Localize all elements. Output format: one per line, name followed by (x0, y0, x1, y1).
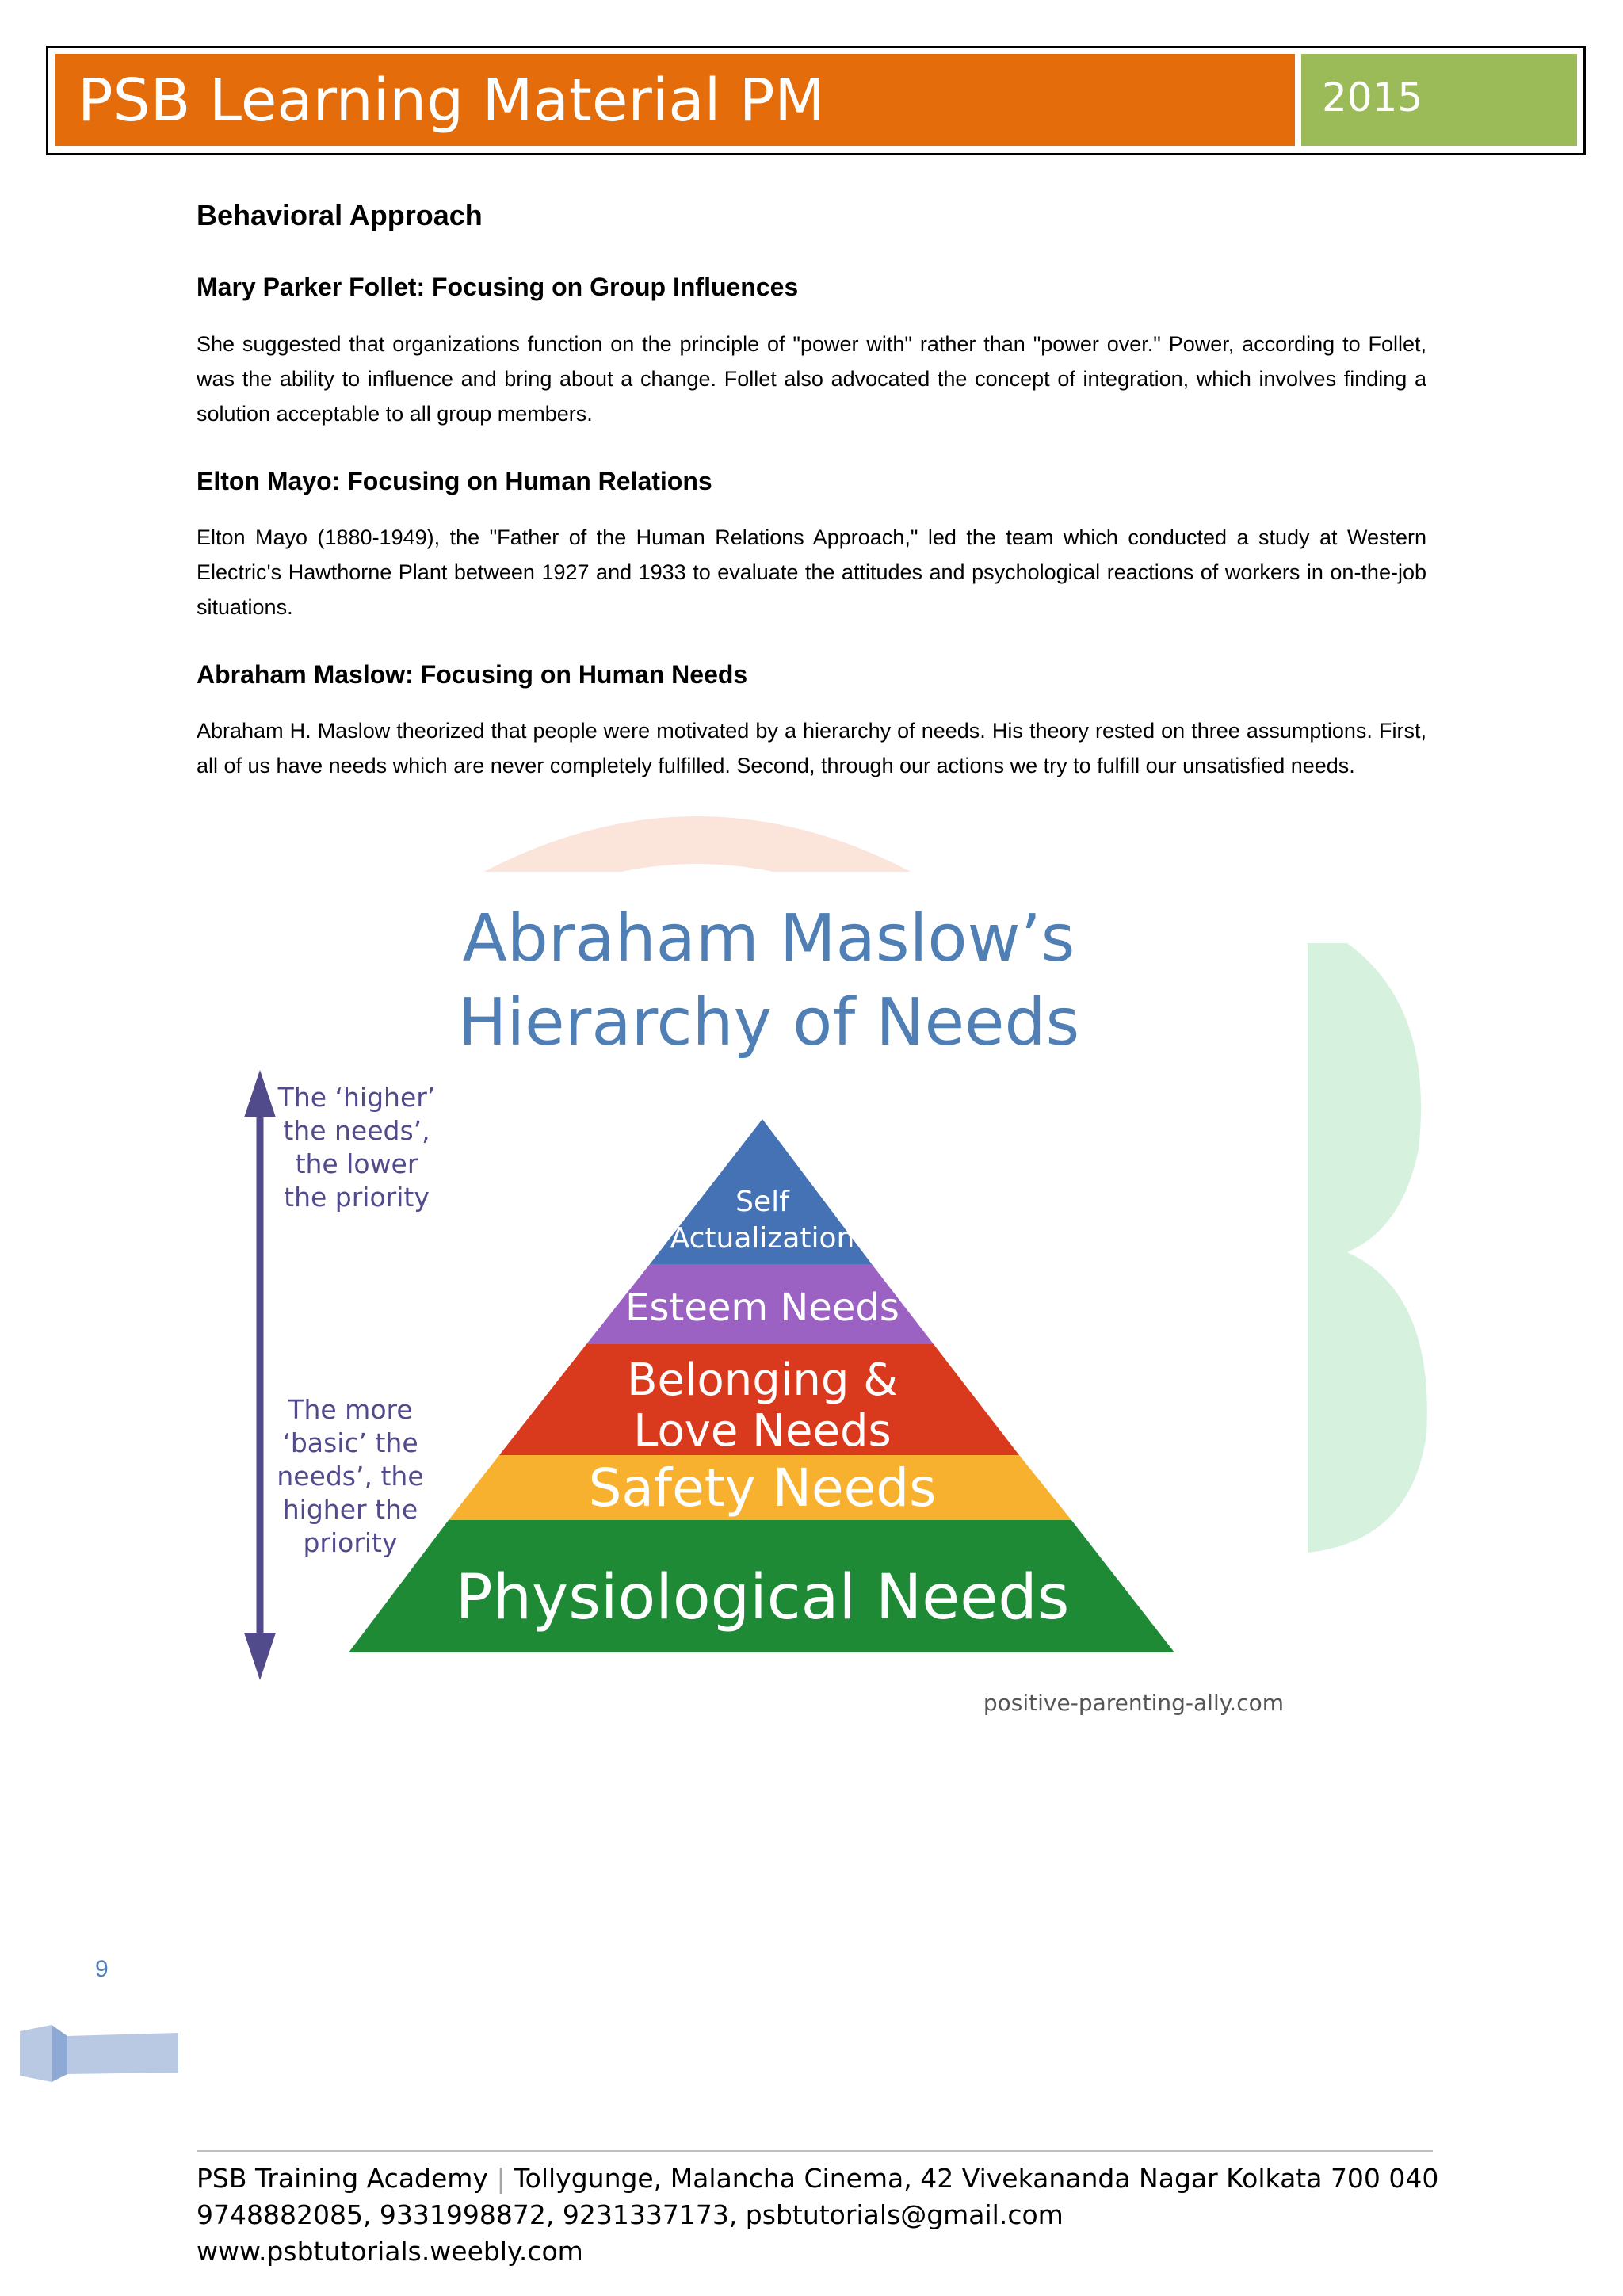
subsection-body-mayo: Elton Mayo (1880-1949), the "Father of the Human Relations Approach," led the team which conducted a study at Western Electric's Hawthorne Plant between 1927 and 1933 to evaluate the attitudes and psychological reactions of workers in on-the-job situations. (197, 525, 1426, 619)
header-title-box (54, 52, 1296, 147)
subsection-body-maslow: Abraham H. Maslow theorized that people were motivated by a hierarchy of needs. His theory rested on three assumptions. First, all of us have needs which are never completely fulfilled. Second, through our actions we try to fulfill our unsatisfied needs. (197, 719, 1426, 778)
footer-divider (197, 2150, 1433, 2152)
header-year-box (1300, 52, 1579, 147)
level-self-actualization-line2: Actualization (670, 1222, 855, 1255)
header-title: PSB Learning Material PM (78, 67, 826, 135)
content (197, 198, 1426, 818)
header-year: 2015 (1322, 74, 1423, 120)
level-safety-label: Safety Needs (588, 1457, 937, 1519)
level-physiological-label: Physiological Needs (455, 1562, 1070, 1633)
subsection-heading-mayo: Elton Mayo: Focusing on Human Relations (197, 466, 712, 495)
figure-title-line1: Abraham Maslow’s (462, 901, 1075, 976)
level-belonging-line2: Love Needs (633, 1405, 892, 1457)
level-self-actualization-line1: Self (735, 1186, 789, 1218)
subsection-heading-maslow: Abraham Maslow: Focusing on Human Needs (197, 659, 748, 689)
footer-org: PSB Training Academy (197, 2163, 488, 2194)
note-bottom-line1: The more (288, 1394, 413, 1425)
subsection-body-follet: She suggested that organizations function on the principle of "power with" rather than "power over." Power, according to Follet, was the ability to influence and bring about a change. Follet also advocated the concept of integration, which involves finding a solution acceptable to all group members. (197, 331, 1426, 426)
page-number: 9 (95, 1956, 109, 1982)
section-title: Behavioral Approach (197, 199, 483, 231)
note-top-line3: the lower (295, 1148, 418, 1179)
footer-website: www.psbtutorials.weebly.com (197, 2236, 583, 2267)
maslow-hierarchy-figure (198, 872, 1308, 1799)
level-esteem-label: Esteem Needs (625, 1286, 899, 1330)
page-tab-decoration (20, 2025, 178, 2082)
note-bottom-line4: higher the (282, 1494, 418, 1525)
watermark-side (1300, 943, 1434, 1553)
footer-address: Tollygunge, Malancha Cinema, 42 Vivekananda Nagar Kolkata 700 040 (514, 2163, 1439, 2194)
footer (197, 2160, 1438, 2270)
footer-separator: | (496, 2163, 506, 2194)
note-bottom-line2: ‘basic’ the (282, 1427, 418, 1458)
figure-credit: positive-parenting-ally.com (983, 1690, 1284, 1716)
footer-contact: 9748882085, 9331998872, 9231337173, psbtutorials@gmail.com (197, 2199, 1064, 2230)
footer-line1 (197, 2160, 1438, 2197)
note-top-line4: the priority (284, 1182, 430, 1213)
level-belonging-line1: Belonging & (627, 1354, 898, 1406)
note-top-line2: the needs’, (283, 1115, 430, 1146)
figure-title-line2: Hierarchy of Needs (457, 985, 1080, 1060)
note-bottom-line5: priority (303, 1527, 398, 1558)
note-bottom-line3: needs’, the (277, 1461, 424, 1492)
note-top-line1: The ‘higher’ (277, 1082, 436, 1113)
subsection-heading-follet: Mary Parker Follet: Focusing on Group Influences (197, 273, 799, 302)
